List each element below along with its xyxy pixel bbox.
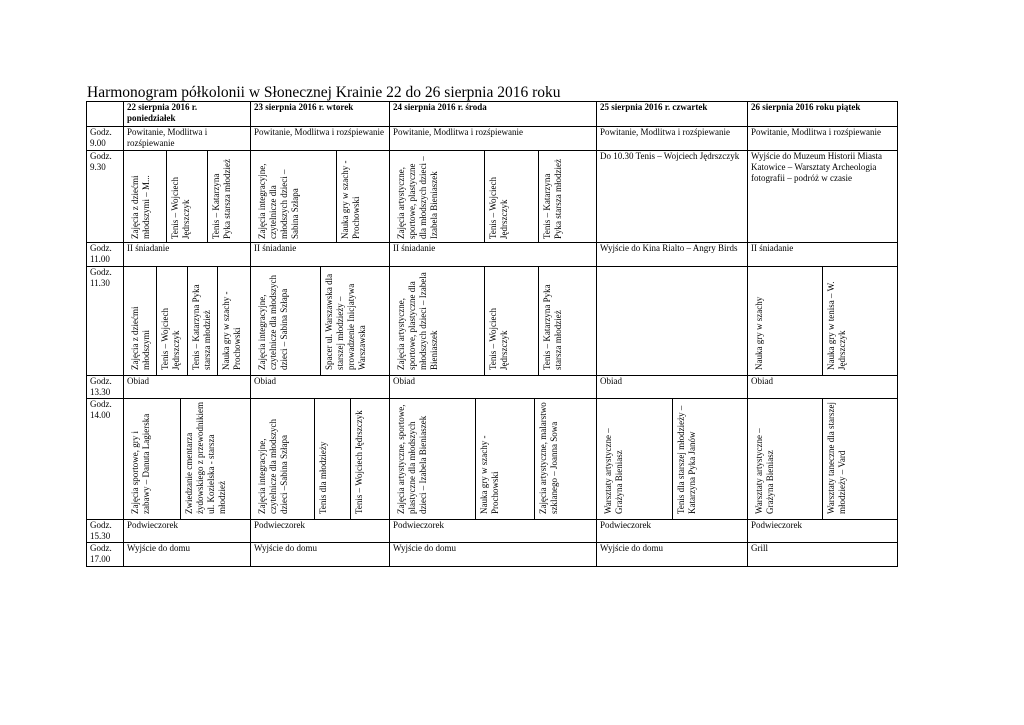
cell: Wyjście do Kina Rialto – Angry Birds [597, 243, 748, 267]
activity-text: Nauka gry w szachy - Prochowski [220, 291, 242, 370]
activity-text: Spacer ul. Warszawska dla starszej młodzieży – prowadzenie Inicjatywa Warszawska [323, 273, 367, 370]
day-header-tue: 23 sierpnia 2016 r. wtorek [251, 102, 390, 127]
row-15-30 [87, 520, 898, 543]
cell [251, 399, 390, 520]
cell: II śniadanie [251, 243, 390, 267]
activity-text: Zajęcia artystyczne, sportowe, plastyczne dla młodszych dzieci – Izabela Bieniaszek [396, 156, 439, 239]
row-9-00 [87, 127, 898, 151]
cell: Wyjście do Muzeum Historii Miasta Katowice – Warsztaty Archeologia fotografii – podróż w czasie [748, 151, 898, 243]
activity-text: Tenis – Wojciech Jędrszczyk [160, 308, 182, 370]
hour-label: Godz. 14.00 [87, 399, 124, 520]
row-17-00 [87, 543, 898, 567]
cell: Powitanie, Modlitwa i rozśpiewanie [251, 127, 390, 151]
row-13-30 [87, 376, 898, 399]
hour-label: Godz. 9.30 [87, 151, 124, 243]
cell [597, 399, 748, 520]
activity-text: Zajęcia z dziećmi młodszymi – M... [130, 175, 151, 239]
cell: Wyjście do domu [597, 543, 748, 567]
day-header-mon: 22 sierpnia 2016 r. poniedziałek [124, 102, 251, 127]
cell: II śniadanie [748, 243, 898, 267]
activity-text: Zajęcia sportowe, gry i zabawy – Danuta Lagierska [130, 413, 151, 514]
day-header-fri: 26 sierpnia 2016 roku piątek [748, 102, 898, 127]
corner-cell [87, 102, 124, 127]
activity-text: Warsztaty taneczne dla starszej młodzieży – Vard [826, 402, 847, 514]
activity-text: Zajęcia integracyjne, czytelnicze dla młodszych dzieci – Sabina Szłapa [257, 275, 289, 370]
activity-text: Tenis dla młodzieży [317, 441, 328, 514]
activity-text: Tenis – Katarzyna Pyka starsza młodzież [210, 159, 232, 239]
row-11-00 [87, 243, 898, 267]
cell: Podwieczorek [251, 520, 390, 543]
cell: Wyjście do domu [390, 543, 597, 567]
activity-text: Tenis – Wojciech Jędrszczyk [170, 177, 192, 239]
document-title: Harmonogram półkolonii w Słonecznej Krainie 22 do 26 sierpnia 2016 roku [87, 84, 561, 101]
cell: Podwieczorek [748, 520, 898, 543]
activity-text: Warsztaty artystyczne – Grażyna Bieniasz [754, 428, 775, 514]
activity-text: Nauka gry w szachy [754, 296, 764, 370]
cell: Grill [748, 543, 898, 567]
hour-label: Godz. 11.00 [87, 243, 124, 267]
cell [390, 267, 597, 376]
hour-label: Godz. 9.00 [87, 127, 124, 151]
cell: II śniadanie [124, 243, 251, 267]
cell: Powitanie, Modlitwa i rozśpiewanie [390, 127, 597, 151]
cell [124, 267, 251, 376]
cell [390, 151, 597, 243]
activity-text: Tenis dla starszej młodzieży – Katarzyna Pyka Janów [675, 405, 697, 514]
activity-text: Tenis – Wojciech Jędrszczyk [353, 410, 364, 514]
cell [251, 267, 390, 376]
row-14-00 [87, 399, 898, 520]
activity-text: Nauka gry w szachy - Prochowski [340, 160, 362, 239]
day-header-thu: 25 sierpnia 2016 r. czwartek [597, 102, 748, 127]
hour-label: Godz. 17.00 [87, 543, 124, 567]
cell [748, 399, 898, 520]
activity-text: Zajęcia integracyjne, czytelnicze dla młodszych dzieci – Sabina Szłapa [257, 163, 300, 239]
activity-text: Zajęcia artystyczne, sportowe, plastyczne dla młodszych dzieci – Izabela Bieniaszek [396, 272, 439, 370]
cell: Do 10.30 Tenis – Wojciech Jędrszczyk [597, 151, 748, 243]
cell: Obiad [597, 376, 748, 399]
cell: Podwieczorek [124, 520, 251, 543]
cell: Podwieczorek [597, 520, 748, 543]
activity-text: Tenis – Wojciech Jędrszczyk [487, 177, 509, 239]
activity-text: Zajęcia z dziećmi młodszymi [130, 306, 151, 370]
schedule-table [86, 101, 898, 567]
hour-label: Godz. 11.30 [87, 267, 124, 376]
activity-text: Zajęcia artystyczne, sportowe, plastyczne dla młodszych dzieci – Izabela Bieniaszek [396, 404, 428, 514]
activity-text: Tenis – Katarzyna Pyka starsza młodzież [190, 284, 212, 370]
cell: Obiad [390, 376, 597, 399]
cell [124, 151, 251, 243]
row-9-30 [87, 151, 898, 243]
hour-label: Godz. 13.30 [87, 376, 124, 399]
activity-text: Zwiedzanie cmentarza żydowskiego z przewodnikiem ul. Kozielska - starsza młodzież [184, 402, 228, 514]
cell: Powitanie, Modlitwa i rozśpiewanie [748, 127, 898, 151]
activity-text: Zajęcia artystyczne, malarstwo szklanego – Joanna Sowa [538, 402, 560, 514]
cell: Powitanie, Modlitwa i rozśpiewanie [124, 127, 251, 151]
activity-text: Tenis – Katarzyna Pyka starsza młodzież [542, 284, 564, 370]
activity-text: Nauka gry w szachy - Prochowski [479, 435, 501, 514]
activity-text: Warsztaty artystyczne – Grażyna Bieniasz [603, 428, 624, 514]
cell: Obiad [124, 376, 251, 399]
activity-text: Tenis – Katarzyna Pyka starsza młodzież [542, 159, 564, 239]
header-row [87, 102, 898, 127]
cell: Obiad [748, 376, 898, 399]
cell: II śniadanie [390, 243, 597, 267]
activity-text: Zajęcia integracyjne, czytelnicze dla młodszych dzieci –Sabina Szłapa [257, 419, 289, 514]
cell [597, 267, 748, 376]
day-header-wed: 24 sierpnia 2016 r. środa [390, 102, 597, 127]
cell [124, 399, 251, 520]
cell: Podwieczorek [390, 520, 597, 543]
cell [748, 267, 898, 376]
cell: Powitanie, Modlitwa i rozśpiewanie [597, 127, 748, 151]
activity-text: Nauka gry w tenisa – W. Jędrszczyk [826, 281, 847, 370]
row-11-30 [87, 267, 898, 376]
cell [251, 151, 390, 243]
cell: Wyjście do domu [124, 543, 251, 567]
cell [390, 399, 597, 520]
activity-text: Tenis – Wojciech Jędrszczyk [487, 308, 509, 370]
hour-label: Godz. 15.30 [87, 520, 124, 543]
cell: Wyjście do domu [251, 543, 390, 567]
cell: Obiad [251, 376, 390, 399]
